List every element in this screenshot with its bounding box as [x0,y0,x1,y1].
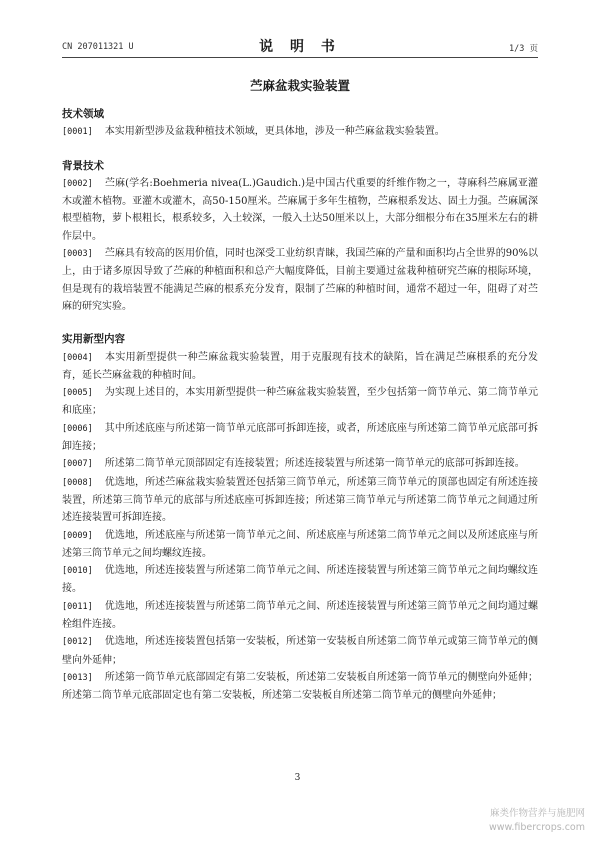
watermark [489,807,585,835]
paragraph-number: [0011] [62,601,93,612]
watermark-name: 麻类作物营养与施肥网 [489,808,585,819]
paragraph-text: 优选地，所述连接装置与所述第二筒节单元之间、所述连接装置与所述第三筒节单元之间均通过螺栓组件连接。 [62,600,538,631]
paragraph-number: [0010] [62,566,93,577]
paragraph-number: [0008] [62,477,93,488]
paragraph-text: 本实用新型提供一种苎麻盆栽实验装置，用于克服现有技术的缺陷，旨在满足苎麻根系的充分发育，延长苎麻盆栽的种植时间。 [62,351,538,381]
document-type: 说 明 书 [259,39,341,55]
paragraph-text: 所述第一筒节单元底部固定有第二安装板，所述第二安装板自所述第一筒节单元的侧壁向外延伸；所述第二筒节单元底部固定也有第二安装板，所述第二安装板自所述第二筒节单元的侧壁向外延伸； [62,671,538,702]
paragraph-text: 其中所述底座与所述第一筒节单元底部可拆卸连接，或者，所述底座与所述第二筒节单元底部可拆卸连接； [62,422,538,453]
paragraph-text: 优选地，所述连接装置包括第一安装板，所述第一安装板自所述第二筒节单元或第三筒节单元的侧壁向外延伸； [62,636,538,666]
header-rule [62,57,538,58]
paragraph-text: 优选地，所述连接装置与所述第二筒节单元之间、所述连接装置与所述第三筒节单元之间均螺纹连接。 [62,565,538,595]
paragraph [62,633,538,669]
paragraph-text: 为实现上述目的，本实用新型提供一种苎麻盆栽实验装置，至少包括第一筒节单元、第二筒节单元和底座； [62,387,538,417]
paragraph-number: [0001] [62,127,93,138]
paragraph-number: [0005] [62,388,93,399]
paragraph-number: [0006] [62,423,93,434]
paragraph [62,669,538,705]
section-gap [62,315,538,323]
paragraph-number: [0004] [62,352,93,363]
page-info: 1/3 页 [509,44,538,54]
paragraph-number: [0009] [62,530,93,541]
document-body [62,102,538,705]
paragraph [62,349,538,385]
page-number: 3 [294,773,301,783]
paragraph-text: 本实用新型涉及盆栽种植技术领域，更具体地，涉及一种苎麻盆栽实验装置。 [104,126,445,138]
paragraph [62,455,538,473]
document-title: 苎麻盆栽实验装置 [249,78,350,93]
paragraph [62,527,538,563]
paragraph [62,245,538,315]
paragraph [62,474,538,527]
paragraph-number: [0003] [62,249,93,260]
paragraph-number: [0002] [62,178,93,189]
section-heading: 背景技术 [62,159,104,172]
section-heading: 实用新型内容 [62,333,125,346]
section-gap [62,142,538,150]
paragraph-number: [0007] [62,459,93,470]
page-header [62,36,538,56]
paragraph-number: [0013] [62,672,93,683]
paragraph-text: 苎麻具有较高的医用价值，同时也深受工业纺织青睐，我国苎麻的产量和面积均占全世界的90%以上，由于诸多原因导致了苎麻的种植面积和总产大幅度降低，目前主要通过盆栽种植研究苎麻的根际环境，但是现有的栽培装置不能满足苎麻的根系充分发育，限制了苎麻的种植时间，通常不超过一年，阻碍了对苎麻的研究实验。 [62,248,538,312]
paragraph [62,384,538,420]
paragraph [62,598,538,634]
paragraph [62,175,538,245]
paragraph-text: 优选地，所述苎麻盆栽实验装置还包括第三筒节单元，所述第三筒节单元的顶部也固定有所述连接装置，所述第三筒节单元的底部与所述底座可拆卸连接；所述第三筒节单元与所述第二筒节单元之间通过所述连接装置可拆卸连接。 [62,476,538,524]
paragraph-text: 所述第二筒节单元顶部固定有连接装置；所述连接装置与所述第一筒节单元的底部可拆卸连接。 [104,458,525,470]
watermark-url: www.fibercrops.com [488,822,585,833]
paragraph-number: [0012] [62,637,93,648]
paragraph [62,123,538,141]
publication-number: CN 207011321 U [62,42,134,52]
paragraph-text: 优选地，所述底座与所述第一筒节单元之间、所述底座与所述第二筒节单元之间以及所述底座与所述第三筒节单元之间均螺纹连接。 [62,529,538,559]
section-heading: 技术领域 [62,108,104,120]
paragraph-text: 苎麻(学名:Boehmeria nivea(L.)Gaudich.)是中国古代重要的纤维作物之一，荨麻科苎麻属亚灌木或灌木植物。亚灌木或灌木，高50-150厘米。苎麻属于多年生植物，苎麻根系发达、固土力强。苎麻属深根型植物，萝卜根粗长，根系较多，入土较深，一般入土达50厘米以上，大部分细根分布在35厘米左右的耕作层中。 [62,177,538,242]
paragraph [62,562,538,598]
paragraph [62,420,538,456]
